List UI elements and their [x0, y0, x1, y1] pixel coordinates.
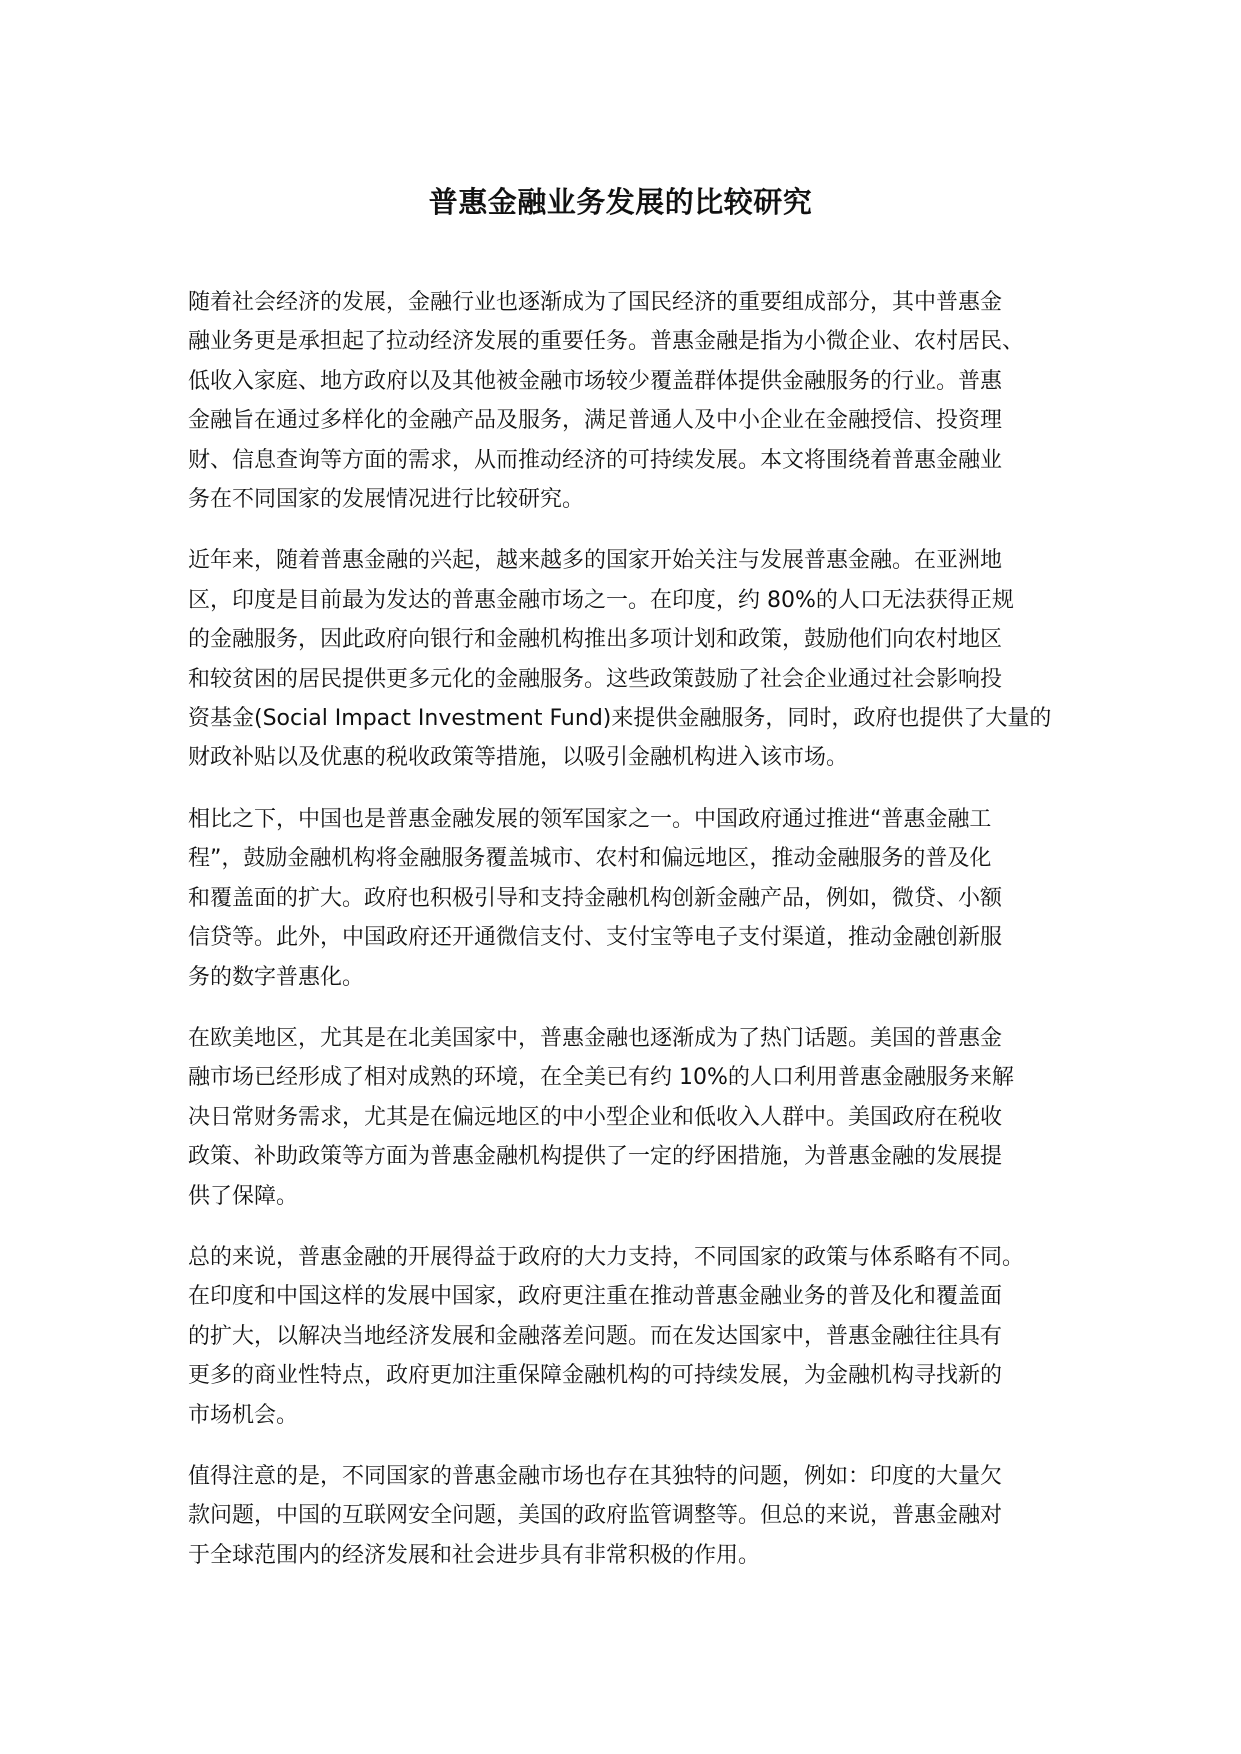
paragraph-line: 在欧美地区，尤其是在北美国家中，普惠金融也逐渐成为了热门话题。美国的普惠金: [188, 1025, 1003, 1051]
paragraph-line: 随着社会经济的发展，金融行业也逐渐成为了国民经济的重要组成部分，其中普惠金: [188, 290, 1003, 315]
paragraph-line: 区，印度是目前最为发达的普惠金融市场之一。在印度，约 80%的人口无法获得正规: [188, 587, 1014, 613]
paragraph-line: 和覆盖面的扩大。政府也积极引导和支持金融机构创新金融产品，例如，微贷、小额: [188, 885, 1003, 911]
paragraph-line: 务在不同国家的发展情况进行比较研究。: [188, 487, 585, 513]
paragraph-line: 融市场已经形成了相对成熟的环境，在全美已有约 10%的人口利用普惠金融服务来解: [188, 1065, 1014, 1091]
paragraph-3: [188, 800, 1060, 997]
document-title: 普惠金融业务发展的比较研究: [428, 185, 813, 219]
paragraph-line: 金融旨在通过多样化的金融产品及服务，满足普通人及中小企业在金融授信、投资理: [188, 408, 1003, 434]
paragraph-line: 值得注意的是，不同国家的普惠金融市场也存在其独特的问题，例如：印度的大量欠: [188, 1463, 1003, 1489]
paragraph-line: 款问题，中国的互联网安全问题，美国的政府监管调整等。但总的来说，普惠金融对: [188, 1503, 1003, 1529]
paragraph-line: 低收入家庭、地方政府以及其他被金融市场较少覆盖群体提供金融服务的行业。普惠: [188, 368, 1003, 394]
paragraph-line: 决日常财务需求，尤其是在偏远地区的中小型企业和低收入人群中。美国政府在税收: [188, 1104, 1003, 1130]
paragraph-line: 和较贫困的居民提供更多元化的金融服务。这些政策鼓励了社会企业通过社会影响投: [188, 666, 1003, 692]
paragraph-line: 在印度和中国这样的发展中国家，政府更注重在推动普惠金融业务的普及化和覆盖面: [188, 1284, 1003, 1310]
paragraph-line: 信贷等。此外，中国政府还开通微信支付、支付宝等电子支付渠道，推动金融创新服: [188, 925, 1003, 951]
paragraph-2: [188, 541, 1060, 777]
paragraph-line: 财、信息查询等方面的需求，从而推动经济的可持续发展。本文将围绕着普惠金融业: [188, 447, 1003, 473]
paragraph-line: 供了保障。: [188, 1183, 299, 1209]
paragraph-line: 近年来，随着普惠金融的兴起，越来越多的国家开始关注与发展普惠金融。在亚洲地: [188, 548, 1003, 574]
paragraph-5: [188, 1238, 1060, 1435]
paragraph-line: 资基金(Social Impact Investment Fund)来提供金融服务，同时，政府也提供了大量的: [188, 706, 1052, 732]
paragraph-line: 市场机会。: [188, 1402, 299, 1428]
paragraph-1: [188, 283, 1060, 519]
paragraph-line: 相比之下，中国也是普惠金融发展的领军国家之一。中国政府通过推进“普惠金融工: [188, 806, 992, 832]
paragraph-6: [188, 1457, 1060, 1575]
paragraph-line: 政策、补助政策等方面为普惠金融机构提供了一定的纾困措施，为普惠金融的发展提: [188, 1144, 1003, 1170]
paragraph-line: 更多的商业性特点，政府更加注重保障金融机构的可持续发展，为金融机构寻找新的: [188, 1363, 1003, 1389]
paragraph-line: 的扩大，以解决当地经济发展和金融落差问题。而在发达国家中，普惠金融往往具有: [188, 1323, 1003, 1349]
document-body: [188, 283, 1060, 1597]
paragraph-line: 总的来说，普惠金融的开展得益于政府的大力支持，不同国家的政策与体系略有不同。: [188, 1244, 1025, 1270]
paragraph-line: 务的数字普惠化。: [188, 964, 365, 990]
paragraph-line: 程”，鼓励金融机构将金融服务覆盖城市、农村和偏远地区，推动金融服务的普及化: [188, 846, 992, 872]
paragraph-line: 财政补贴以及优惠的税收政策等措施，以吸引金融机构进入该市场。: [188, 745, 849, 771]
paragraph-line: 融业务更是承担起了拉动经济发展的重要任务。普惠金融是指为小微企业、农村居民、: [188, 329, 1025, 355]
paragraph-line: 于全球范围内的经济发展和社会进步具有非常积极的作用。: [188, 1542, 761, 1568]
paragraph-4: [188, 1019, 1060, 1216]
paragraph-line: 的金融服务，因此政府向银行和金融机构推出多项计划和政策，鼓励他们向农村地区: [188, 627, 1003, 653]
